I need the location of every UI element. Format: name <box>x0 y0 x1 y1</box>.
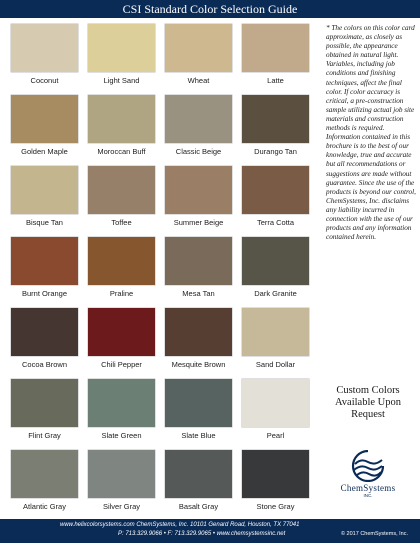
color-swatch-item <box>6 21 83 92</box>
color-swatch-label: Toffee <box>111 218 132 227</box>
color-swatch <box>11 166 78 214</box>
logo-mark-icon <box>351 450 385 482</box>
color-swatch-label: Bisque Tan <box>26 218 63 227</box>
color-swatch <box>88 237 155 285</box>
color-swatch <box>165 95 232 143</box>
color-swatch-item <box>160 163 237 234</box>
color-swatch <box>88 308 155 356</box>
color-swatch <box>11 379 78 427</box>
color-swatch-item <box>237 376 314 447</box>
color-swatch <box>11 308 78 356</box>
page-title: CSI Standard Color Selection Guide <box>0 0 420 18</box>
color-swatch <box>165 237 232 285</box>
footer-copyright: © 2017 ChemSystems, Inc. <box>340 531 408 537</box>
logo-name: ChemSystems <box>340 483 396 493</box>
color-swatch-item <box>237 163 314 234</box>
color-swatch-label: Mesa Tan <box>182 289 215 298</box>
color-swatch-label: Terra Cotta <box>256 218 295 227</box>
custom-colors-line: Request <box>351 409 385 420</box>
color-swatch-label: Durango Tan <box>254 147 297 156</box>
color-swatch-item <box>160 21 237 92</box>
footer-contact: P: 713.329.9066 • F: 713.329.9065 • www.chemsystemsinc.net <box>118 531 286 537</box>
custom-colors-note <box>318 385 418 421</box>
color-swatch-item <box>237 447 314 518</box>
color-swatch-item <box>83 92 160 163</box>
color-swatch <box>165 450 232 498</box>
color-swatch-label: Burnt Orange <box>21 289 68 298</box>
color-swatch-item <box>6 92 83 163</box>
color-swatch-item <box>6 305 83 376</box>
color-swatch-label: Summer Beige <box>173 218 224 227</box>
color-swatch-item <box>6 234 83 305</box>
color-swatch-grid <box>6 21 314 518</box>
color-swatch-item <box>237 234 314 305</box>
color-swatch-label: Cocoa Brown <box>21 360 68 369</box>
color-swatch-label: Basalt Gray <box>178 502 219 511</box>
color-swatch <box>11 95 78 143</box>
color-swatch <box>242 166 309 214</box>
color-swatch <box>165 308 232 356</box>
color-swatch-label: Slate Blue <box>181 431 216 440</box>
footer <box>0 519 420 543</box>
color-swatch <box>165 379 232 427</box>
color-swatch <box>242 24 309 72</box>
disclaimer-text: * The colors on this color card approximate, as closely as possible, the appearance obtained in natural light. Variables, including job conditions and finishing techniques, affect the final color. If color accuracy is critical, a pre-construction sample utilizing actual job site materials and construction methods is required. Information contained in this brochure is to the best of our knowledge, true and accurate but all recommendations or suggestions are made without guarantee. Since the use of the products is beyond our control, ChemSystems, Inc. disclaims any liability incurred in connection with the use of our products and any information contained herein. <box>326 24 416 242</box>
color-swatch <box>242 237 309 285</box>
color-swatch-label: Stone Gray <box>256 502 295 511</box>
custom-colors-line: Custom Colors <box>336 385 400 396</box>
color-swatch <box>165 24 232 72</box>
color-swatch <box>11 237 78 285</box>
color-swatch-label: Wheat <box>187 76 210 85</box>
color-swatch-item <box>160 376 237 447</box>
custom-colors-line: Available Upon <box>335 397 401 408</box>
color-swatch-item <box>83 305 160 376</box>
color-swatch-label: Mesquite Brown <box>171 360 226 369</box>
company-logo <box>318 450 418 508</box>
color-swatch-label: Pearl <box>266 431 285 440</box>
color-swatch <box>11 450 78 498</box>
color-swatch-item <box>83 447 160 518</box>
color-swatch <box>242 379 309 427</box>
color-swatch-label: Flint Gray <box>28 431 61 440</box>
color-swatch-label: Atlantic Gray <box>23 502 66 511</box>
color-swatch-item <box>160 92 237 163</box>
color-swatch <box>88 450 155 498</box>
color-swatch-item <box>6 376 83 447</box>
color-swatch <box>11 24 78 72</box>
color-swatch-label: Praline <box>109 289 134 298</box>
color-swatch-item <box>160 305 237 376</box>
color-swatch-label: Moroccan Buff <box>97 147 146 156</box>
color-swatch-label: Chili Pepper <box>101 360 142 369</box>
color-swatch-item <box>237 92 314 163</box>
color-swatch-item <box>83 376 160 447</box>
color-swatch-item <box>83 21 160 92</box>
color-swatch <box>88 24 155 72</box>
color-swatch <box>88 166 155 214</box>
color-swatch <box>165 166 232 214</box>
footer-address: www.helixcolorsystems.com ChemSystems, Inc. 10101 Genard Road, Houston, TX 77041 <box>60 522 300 528</box>
color-swatch-label: Light Sand <box>103 76 140 85</box>
color-swatch-label: Latte <box>267 76 284 85</box>
color-swatch-item <box>6 163 83 234</box>
color-swatch-item <box>160 447 237 518</box>
color-swatch-item <box>83 234 160 305</box>
color-swatch-label: Slate Green <box>101 431 142 440</box>
color-swatch-item <box>160 234 237 305</box>
color-swatch-item <box>6 447 83 518</box>
color-swatch <box>242 95 309 143</box>
color-swatch-label: Sand Dollar <box>255 360 296 369</box>
color-swatch-label: Coconut <box>30 76 59 85</box>
color-swatch-label: Golden Maple <box>21 147 68 156</box>
color-swatch <box>88 379 155 427</box>
color-swatch-label: Silver Gray <box>102 502 141 511</box>
color-swatch-item <box>237 305 314 376</box>
color-swatch-item <box>83 163 160 234</box>
color-swatch <box>242 450 309 498</box>
logo-suffix: INC. <box>363 493 373 498</box>
color-swatch-item <box>237 21 314 92</box>
color-swatch <box>88 95 155 143</box>
color-swatch-label: Dark Granite <box>254 289 297 298</box>
color-swatch <box>242 308 309 356</box>
color-swatch-label: Classic Beige <box>175 147 222 156</box>
